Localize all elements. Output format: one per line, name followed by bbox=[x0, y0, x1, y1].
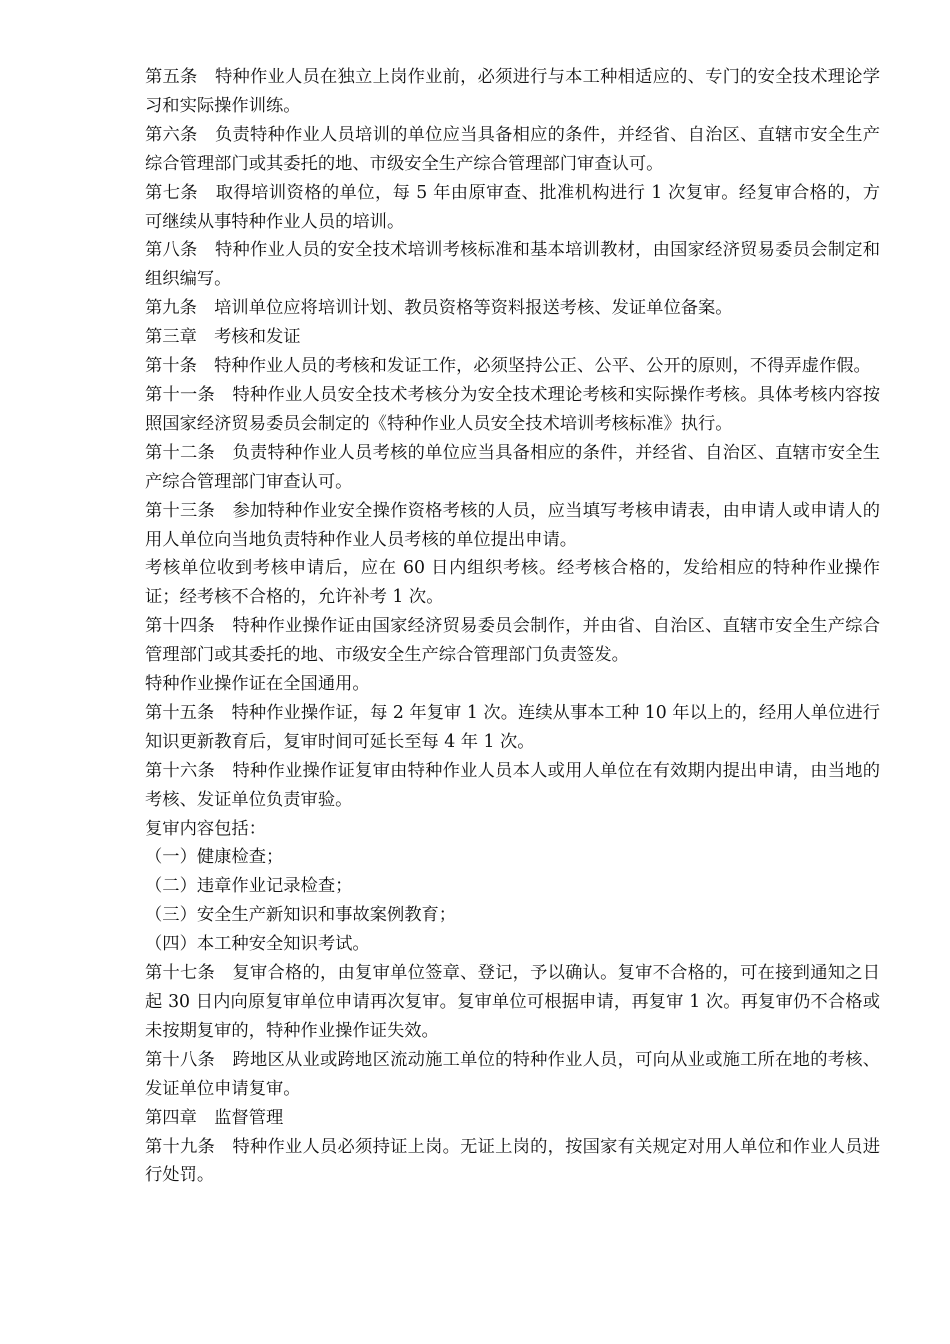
article-7: 第七条 取得培训资格的单位，每 5 年由原审查、批准机构进行 1 次复审。经复审合格的，方可继续从事特种作业人员的培训。 bbox=[145, 182, 880, 232]
article-11: 第十一条 特种作业人员安全技术考核分为安全技术理论考核和实际操作考核。具体考核内容按照国家经济贸易委员会制定的《特种作业人员安全技术培训考核标准》执行。 bbox=[145, 384, 880, 434]
article-6: 第六条 负责特种作业人员培训的单位应当具备相应的条件，并经省、自治区、直辖市安全生产综合管理部门或其委托的地、市级安全生产综合管理部门审查认可。 bbox=[145, 124, 880, 174]
article-13-continued: 考核单位收到考核申请后，应在 60 日内组织考核。经考核合格的，发给相应的特种作业操作证；经考核不合格的，允许补考 1 次。 bbox=[145, 558, 880, 608]
article-12: 第十二条 负责特种作业人员考核的单位应当具备相应的条件，并经省、自治区、直辖市安全生产综合管理部门审查认可。 bbox=[145, 442, 880, 492]
review-item: （二）违章作业记录检查； bbox=[145, 876, 353, 897]
article-13: 第十三条 参加特种作业安全操作资格考核的人员，应当填写考核申请表，由申请人或申请人的用人单位向当地负责特种作业人员考核的单位提出申请。 bbox=[145, 500, 880, 550]
article-8: 第八条 特种作业人员的安全技术培训考核标准和基本培训教材，由国家经济贸易委员会制定和组织编写。 bbox=[145, 240, 880, 290]
article-18: 第十八条 跨地区从业或跨地区流动施工单位的特种作业人员，可向从业或施工所在地的考核、发证单位申请复审。 bbox=[145, 1049, 880, 1099]
article-14: 第十四条 特种作业操作证由国家经济贸易委员会制作，并由省、自治区、直辖市安全生产综合管理部门或其委托的地、市级安全生产综合管理部门负责签发。 bbox=[145, 616, 880, 666]
article-9: 第九条 培训单位应将培训计划、教员资格等资料报送考核、发证单位备案。 bbox=[145, 298, 733, 319]
chapter-3-heading: 第三章 考核和发证 bbox=[145, 327, 301, 348]
article-17: 第十七条 复审合格的，由复审单位签章、登记，予以确认。复审不合格的，可在接到通知之日起 30 日内向原复审单位申请再次复审。复审单位可根据申请，再复审 1 次。再复审仍不合格或未按期复审的，特种作业操作证失效。 bbox=[145, 963, 880, 1041]
review-contents-intro: 复审内容包括： bbox=[145, 818, 266, 839]
review-item: （三）安全生产新知识和事故案例教育； bbox=[145, 905, 457, 926]
review-item: （四）本工种安全知识考试。 bbox=[145, 934, 370, 955]
document-body bbox=[145, 63, 880, 1190]
review-item: （一）健康检查； bbox=[145, 847, 284, 868]
article-10: 第十条 特种作业人员的考核和发证工作，必须坚持公正、公平、公开的原则，不得弄虚作假。 bbox=[145, 356, 871, 377]
chapter-4-heading: 第四章 监督管理 bbox=[145, 1107, 284, 1128]
article-15: 第十五条 特种作业操作证，每 2 年复审 1 次。连续从事本工种 10 年以上的，经用人单位进行知识更新教育后，复审时间可延长至每 4 年 1 次。 bbox=[145, 702, 880, 752]
article-5: 第五条 特种作业人员在独立上岗作业前，必须进行与本工种相适应的、专门的安全技术理论学习和实际操作训练。 bbox=[145, 67, 880, 116]
article-14-continued: 特种作业操作证在全国通用。 bbox=[145, 674, 370, 695]
article-16: 第十六条 特种作业操作证复审由特种作业人员本人或用人单位在有效期内提出申请，由当地的考核、发证单位负责审验。 bbox=[145, 760, 880, 810]
article-19: 第十九条 特种作业人员必须持证上岗。无证上岗的，按国家有关规定对用人单位和作业人员进行处罚。 bbox=[145, 1136, 880, 1186]
